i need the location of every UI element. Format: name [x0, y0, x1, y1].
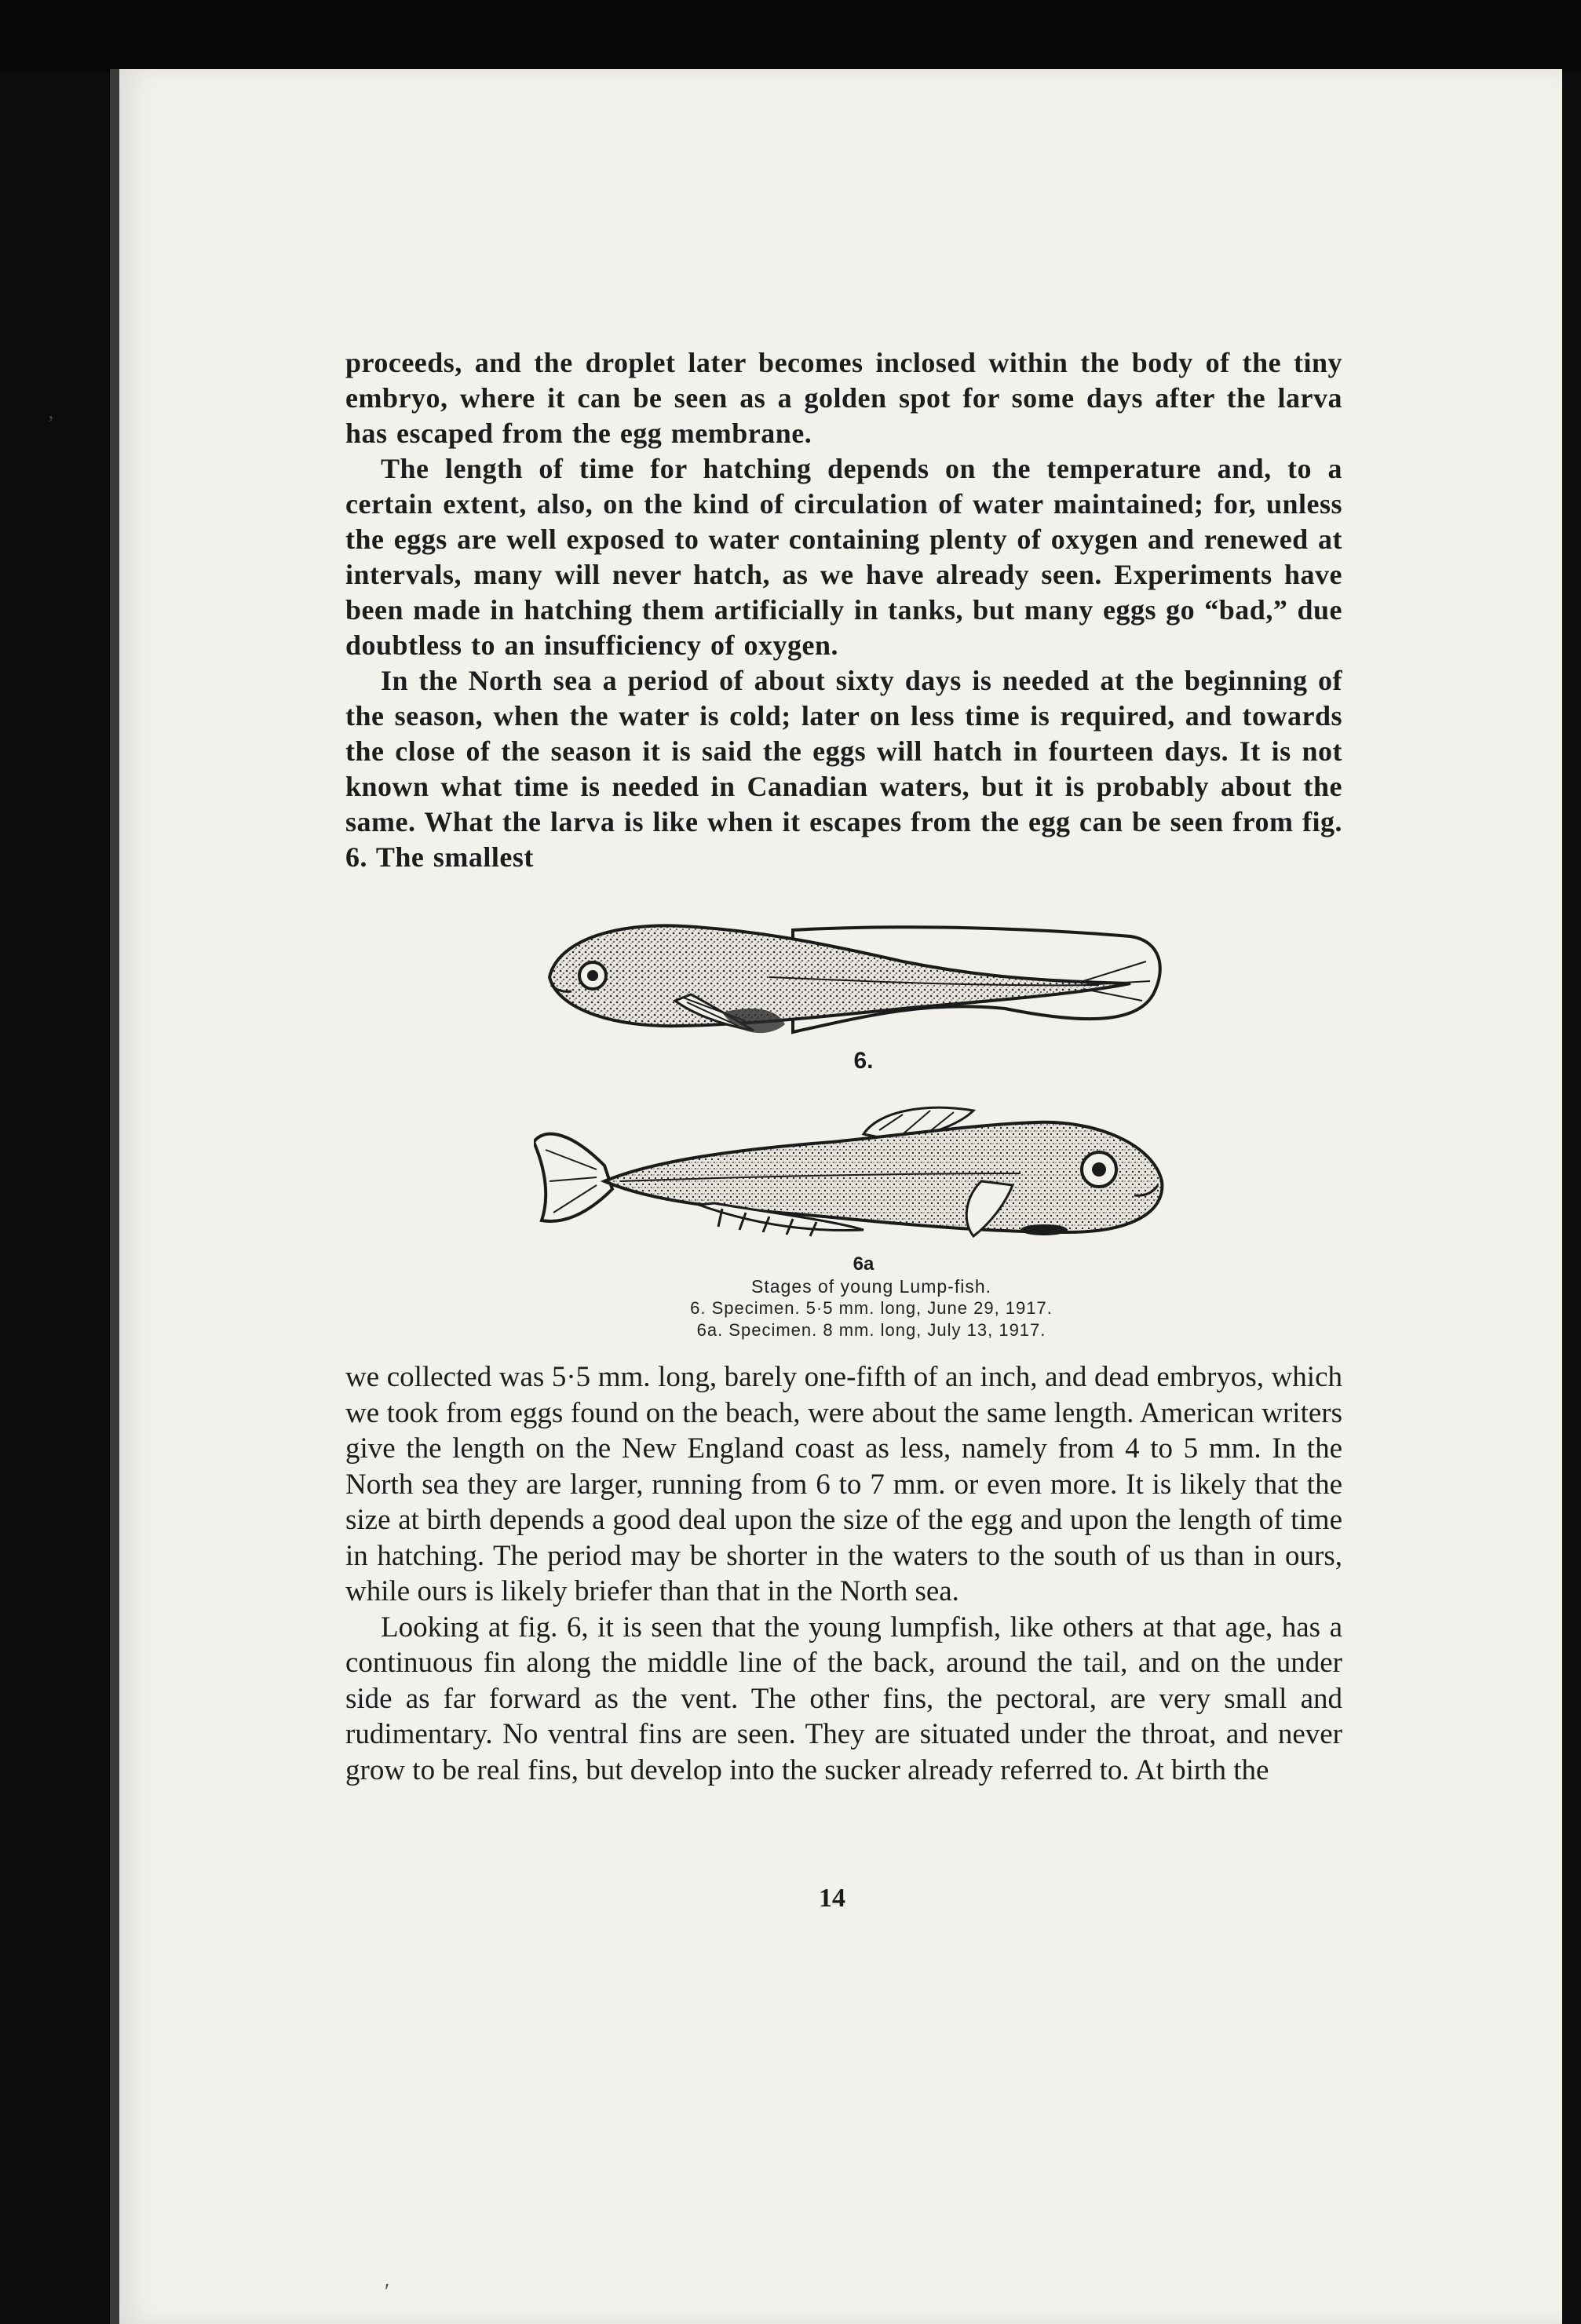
- caption-title: Stages of young Lump-fish.: [751, 1276, 991, 1297]
- text-block-bottom: [345, 1359, 1342, 1788]
- paragraph: proceeds, and the droplet later becomes inclosed within the body of the tiny embryo, where it can be seen as a golden spot for some days after the larva has escaped from the egg membrane.: [345, 347, 1342, 449]
- scan-speck: ’: [47, 412, 55, 436]
- caption-line-6: 6. Specimen. 5·5 mm. long, June 29, 1917.: [690, 1298, 1053, 1318]
- page-number: 14: [819, 1884, 845, 1913]
- figure-caption: [597, 1275, 1146, 1341]
- figure-6-larva-drawing: [534, 907, 1178, 1044]
- figure-6a-larva-drawing: [534, 1095, 1178, 1252]
- scan-speck: ′: [385, 2280, 390, 2304]
- caption-line-6a: 6a. Specimen. 8 mm. long, July 13, 1917.: [696, 1320, 1046, 1340]
- paragraph: In the North sea a period of about sixty days is needed at the beginning of the season, when the water is cold; later on less time is required, and towards the close of the season it is said the eggs will hatch in fourteen days. It is not known what time is needed in Canadian waters, but it is probably about the same. What the larva is like when it escapes from the egg can be seen from fig. 6. The smallest: [345, 665, 1342, 873]
- page-edge: [110, 69, 119, 2324]
- paragraph: we collected was 5·5 mm. long, barely one-fifth of an inch, and dead embryos, which we took from eggs found on the beach, were about the same length. American writers give the length on the New England coast as less, namely from 4 to 5 mm. In the North sea they are larger, running from 6 to 7 mm. or even more. It is likely that the size at birth depends a good deal upon the size of the egg and upon the length of time in hatching. The period may be shorter in the waters to the south of us than in ours, while ours is likely briefer than that in the North sea.: [345, 1361, 1342, 1607]
- paragraph: The length of time for hatching depends on the temperature and, to a certain extent, also, on the kind of circulation of water maintained; for, unless the eggs are well exposed to water containing plenty of oxygen and renewed at intervals, many will never hatch, as we have already seen. Experiments have been made in hatching them artificially in tanks, but many eggs go “bad,” due doubtless to an insufficiency of oxygen.: [345, 453, 1342, 661]
- paragraph: Looking at fig. 6, it is seen that the young lumpfish, like others at that age, has a continuous fin along the middle line of the back, around the tail, and on the under side as far forward as the vent. The other fins, the pectoral, are very small and rudimentary. No ventral fins are seen. They are situated under the throat, and never grow to be real fins, but develop into the sucker already referred to. At birth the: [345, 1611, 1342, 1786]
- figure-6a-label: 6a: [853, 1253, 874, 1275]
- scan-border: [0, 0, 1581, 72]
- figure-6-label: 6.: [853, 1048, 874, 1074]
- text-block-top: [345, 345, 1342, 875]
